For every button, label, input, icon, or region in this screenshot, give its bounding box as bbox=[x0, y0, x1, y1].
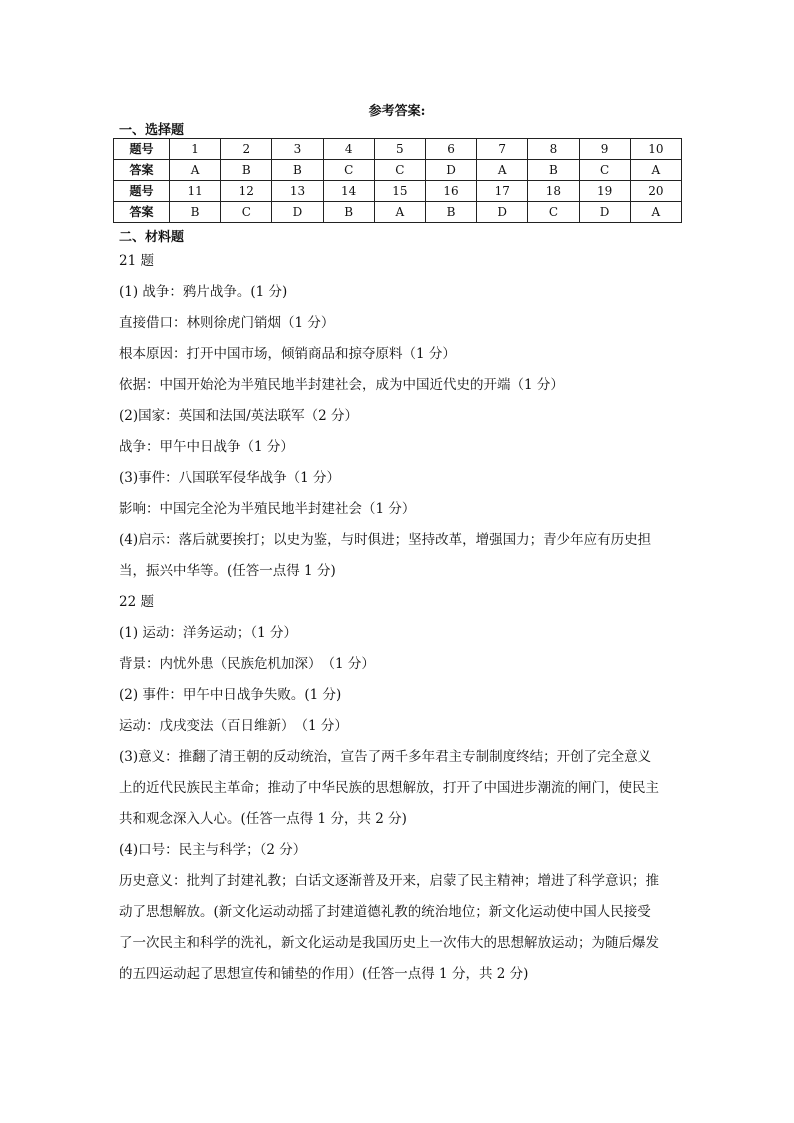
answer-line: 当，振兴中华等。(任答一点得 1 分) bbox=[119, 563, 336, 579]
answer-line: 上的近代民族民主革命；推动了中华民族的思想解放，打开了中国进步潮流的闸门，使民主 bbox=[119, 780, 659, 796]
table-cell: 17 bbox=[477, 181, 528, 202]
answer-line: (4)启示：落后就要挨打；以史为鉴，与时俱进；坚持改革，增强国力；青少年应有历史担 bbox=[119, 532, 652, 548]
answer-line: 背景：内忧外患（民族危机加深） （1 分） bbox=[119, 656, 375, 672]
table-cell: 9 bbox=[579, 139, 630, 160]
table-row bbox=[114, 202, 682, 223]
table-cell: A bbox=[630, 202, 681, 223]
table-cell: D bbox=[425, 160, 476, 181]
answer-line: 战争：甲午中日战争（1 分） bbox=[119, 439, 294, 455]
table-cell: 18 bbox=[528, 181, 579, 202]
table-cell: 14 bbox=[323, 181, 374, 202]
row-header: 答案 bbox=[114, 160, 170, 181]
table-cell: A bbox=[477, 160, 528, 181]
table-cell: 1 bbox=[170, 139, 221, 160]
answer-text-block bbox=[119, 246, 689, 990]
answer-line: (2) 事件：甲午中日战争失败。(1 分) bbox=[119, 687, 342, 703]
table-cell: 8 bbox=[528, 139, 579, 160]
table-cell: B bbox=[221, 160, 272, 181]
table-cell: B bbox=[170, 202, 221, 223]
table-cell: D bbox=[579, 202, 630, 223]
table-cell: 19 bbox=[579, 181, 630, 202]
answer-line: 的五四运动起了思想宣传和铺垫的作用）(任答一点得 1 分，共 2 分) bbox=[119, 966, 529, 982]
table-cell: A bbox=[170, 160, 221, 181]
table-cell: B bbox=[323, 202, 374, 223]
table-cell: C bbox=[323, 160, 374, 181]
row-header: 答案 bbox=[114, 202, 170, 223]
table-cell: A bbox=[374, 202, 425, 223]
answer-line: (1) 运动：洋务运动；（1 分） bbox=[119, 625, 298, 641]
table-cell: B bbox=[528, 160, 579, 181]
page-title: 参考答案: bbox=[368, 104, 426, 119]
section-heading-multiple-choice: 一、选择题 bbox=[119, 123, 185, 138]
answer-line: 运动：戊戌变法（百日维新） （1 分） bbox=[119, 718, 348, 734]
answer-line: 影响：中国完全沦为半殖民地半封建社会（1 分） bbox=[119, 501, 416, 517]
answer-line: (1) 战争：鸦片战争。(1 分) bbox=[119, 284, 288, 300]
table-cell: 12 bbox=[221, 181, 272, 202]
table-cell: D bbox=[272, 202, 323, 223]
answer-line: 共和观念深入人心。(任答一点得 1 分，共 2 分) bbox=[119, 811, 407, 827]
table-cell: D bbox=[477, 202, 528, 223]
table-cell: 15 bbox=[374, 181, 425, 202]
section-heading-material: 二、材料题 bbox=[119, 230, 185, 245]
table-cell: 5 bbox=[374, 139, 425, 160]
row-header: 题号 bbox=[114, 181, 170, 202]
table-cell: A bbox=[630, 160, 681, 181]
answer-line: (4)口号：民主与科学；（2 分） bbox=[119, 842, 307, 858]
answer-line: 了一次民主和科学的洗礼，新文化运动是我国历史上一次伟大的思想解放运动；为随后爆发 bbox=[119, 935, 659, 951]
table-cell: C bbox=[374, 160, 425, 181]
answer-line: (2)国家：英国和法国/英法联军（2 分） bbox=[119, 408, 359, 424]
table-cell: 11 bbox=[170, 181, 221, 202]
table-row bbox=[114, 160, 682, 181]
table-cell: C bbox=[221, 202, 272, 223]
row-header: 题号 bbox=[114, 139, 170, 160]
answer-line: 动了思想解放。(新文化运动动摇了封建道德礼教的统治地位；新文化运动使中国人民接受 bbox=[119, 904, 651, 920]
table-cell: 3 bbox=[272, 139, 323, 160]
answer-line: 根本原因：打开中国市场，倾销商品和掠夺原料（1 分） bbox=[119, 346, 456, 362]
table-cell: 20 bbox=[630, 181, 681, 202]
table-cell: 16 bbox=[425, 181, 476, 202]
answer-line: 21 题 bbox=[119, 253, 154, 269]
table-cell: 7 bbox=[477, 139, 528, 160]
table-cell: C bbox=[528, 202, 579, 223]
answer-table bbox=[113, 138, 682, 223]
answer-line: 22 题 bbox=[119, 594, 154, 610]
table-cell: B bbox=[425, 202, 476, 223]
table-cell: 4 bbox=[323, 139, 374, 160]
answer-line: 历史意义：批判了封建礼教；白话文逐渐普及开来，启蒙了民主精神；增进了科学意识；推 bbox=[119, 873, 659, 889]
table-cell: 13 bbox=[272, 181, 323, 202]
answer-line: 依据：中国开始沦为半殖民地半封建社会，成为中国近代史的开端（1 分） bbox=[119, 377, 564, 393]
table-row bbox=[114, 181, 682, 202]
answer-line: (3)意义：推翻了清王朝的反动统治，宣告了两千多年君主专制制度终结；开创了完全意义 bbox=[119, 749, 652, 765]
table-cell: C bbox=[579, 160, 630, 181]
answer-line: (3)事件：八国联军侵华战争（1 分） bbox=[119, 470, 341, 486]
table-row bbox=[114, 139, 682, 160]
table-cell: 10 bbox=[630, 139, 681, 160]
table-cell: 2 bbox=[221, 139, 272, 160]
table-cell: B bbox=[272, 160, 323, 181]
table-cell: 6 bbox=[425, 139, 476, 160]
answer-line: 直接借口：林则徐虎门销烟（1 分） bbox=[119, 315, 335, 331]
